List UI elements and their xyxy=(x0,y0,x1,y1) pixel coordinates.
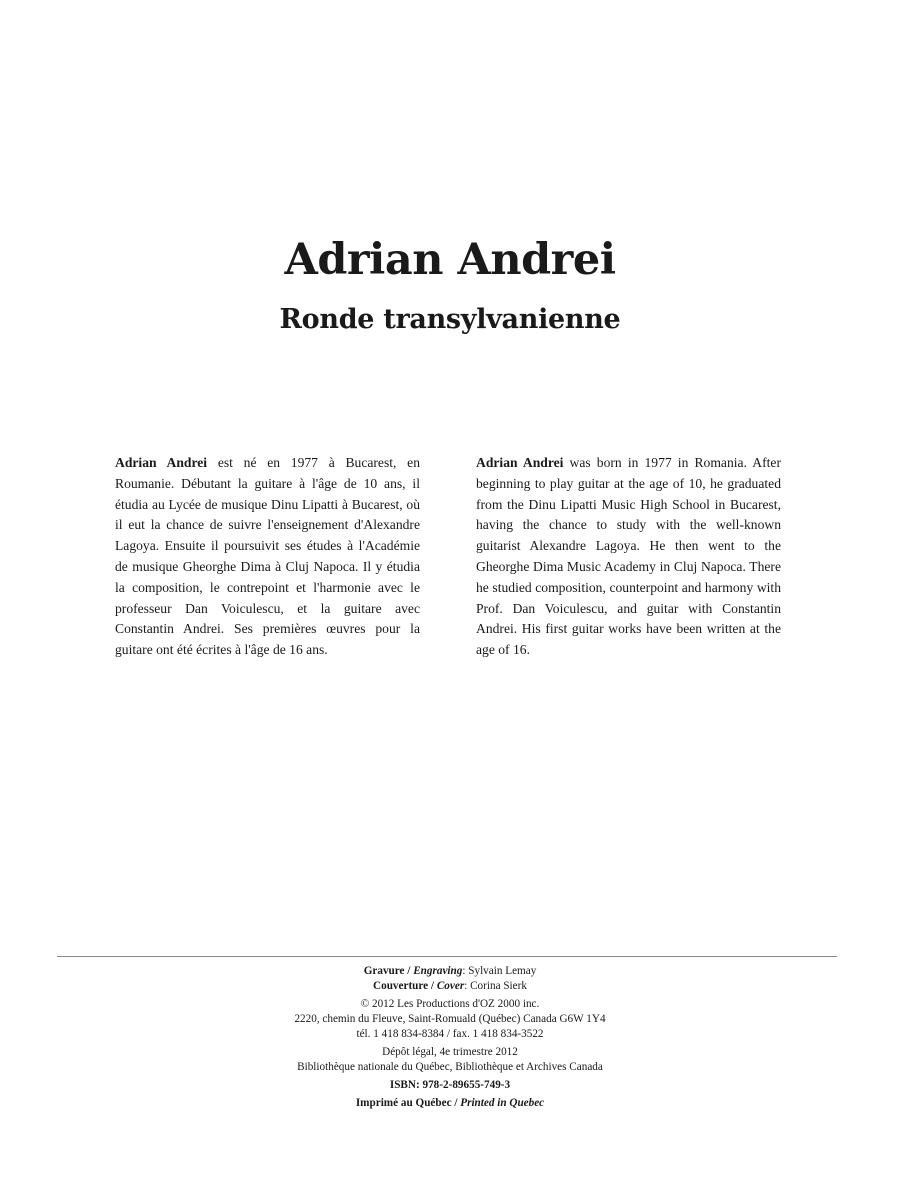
copyright-line: © 2012 Les Productions d'OZ 2000 inc. xyxy=(360,998,540,1010)
publication-credits xyxy=(0,964,900,1114)
cover-label-en: Cover xyxy=(436,980,465,992)
credits-legal xyxy=(0,1045,900,1075)
engraving-label-en: Engraving xyxy=(413,965,463,977)
biography-english xyxy=(476,453,781,661)
biography-french xyxy=(115,453,420,661)
engraving-value: : Sylvain Lemay xyxy=(462,965,537,977)
printed-in xyxy=(0,1096,900,1111)
credits-printed xyxy=(0,1096,900,1111)
work-title: Ronde transylvanienne xyxy=(279,304,621,335)
printed-fr: Imprimé au Québec / xyxy=(355,1097,461,1109)
libraries-line: Bibliothèque nationale du Québec, Bibliothèque et Archives Canada xyxy=(297,1061,603,1073)
printed-en: Printed in Quebec xyxy=(460,1097,545,1109)
cover-credit xyxy=(0,979,900,994)
engraving-label-fr: Gravure / xyxy=(363,965,414,977)
isbn: ISBN: 978-2-89655-749-3 xyxy=(389,1079,511,1091)
credits-isbn xyxy=(0,1078,900,1093)
publisher-address: 2220, chemin du Fleuve, Saint-Romuald (Québec) Canada G6W 1Y4 xyxy=(294,1013,606,1025)
composer-name: Adrian Andrei xyxy=(284,235,616,285)
biography-french-text: est né en 1977 à Bucarest, en Roumanie. Débutant la guitare à l'âge de 10 ans, il étudia au Lycée de musique Dinu Lipatti à Bucarest, où il eut la chance de suivre l'enseignement d'Alexandre Lagoya. Ensuite il poursuivit ses études à l'Académie de musique Gheorghe Dima à Cluj Napoca. Il y étudia la composition, le contrepoint et l'harmonie avec le professeur Dan Voiculescu, et la guitare avec Constantin Andrei. Ses premières œuvres pour la guitare ont été écrites à l'âge de 16 ans. xyxy=(115,455,421,658)
legal-deposit: Dépôt légal, 4e trimestre 2012 xyxy=(382,1046,518,1058)
cover-label-fr: Couverture / xyxy=(373,980,437,992)
biography-english-name: Adrian Andrei xyxy=(476,455,564,470)
credits-publisher xyxy=(0,997,900,1042)
publisher-phone: tél. 1 418 834-8384 / fax. 1 418 834-3522 xyxy=(356,1028,544,1040)
credits-staff xyxy=(0,964,900,994)
cover-value: : Corina Sierk xyxy=(464,980,527,992)
engraving-credit xyxy=(0,964,900,979)
biography-french-name: Adrian Andrei xyxy=(115,455,208,470)
biography-english-text: was born in 1977 in Romania. After beginning to play guitar at the age of 10, he graduated from the Dinu Lipatti Music High School in Bucarest, having the chance to study with the well-known guitarist Alexandre Lagoya. He then went to the Gheorghe Dima Music Academy in Cluj Napoca. There he studied composition, counterpoint and harmony with Prof. Dan Voiculescu, and guitar with Constantin Andrei. His first guitar works have been written at the age of 16. xyxy=(476,455,781,658)
divider-rule xyxy=(57,956,837,957)
